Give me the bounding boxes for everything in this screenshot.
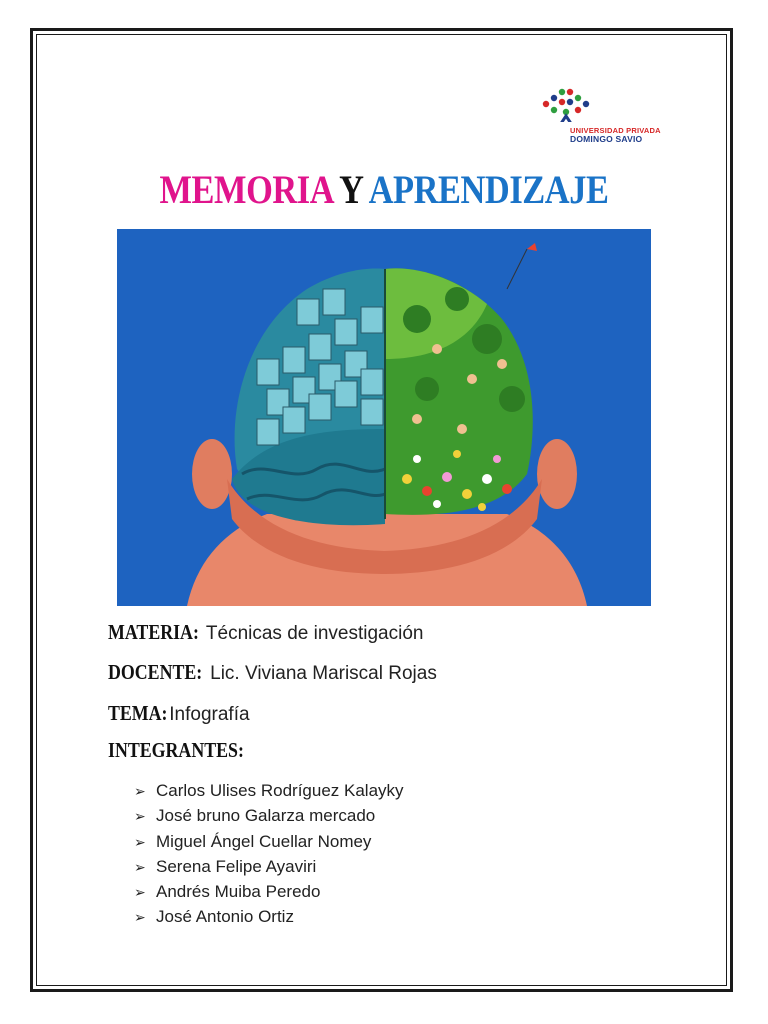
brain-left-right-illustration-icon (117, 229, 651, 606)
title-part1: MEMORIA (159, 167, 333, 212)
title-part3: APRENDIZAJE (368, 167, 609, 212)
arrow-bullet-icon: ➢ (134, 808, 146, 825)
member-name: José bruno Galarza mercado (156, 806, 376, 826)
arrow-bullet-icon: ➢ (134, 783, 146, 799)
arrow-bullet-icon: ➢ (134, 909, 146, 926)
member-name: José Antonio Ortiz (156, 907, 294, 927)
list-item (134, 906, 404, 931)
list-item (134, 805, 404, 830)
members-list (134, 780, 404, 932)
tema-row (108, 701, 250, 726)
docente-row (108, 660, 437, 685)
materia-row (108, 620, 423, 645)
integrantes-heading: INTEGRANTES: (108, 738, 244, 762)
member-name: Andrés Muiba Peredo (156, 882, 321, 902)
docente-label: DOCENTE: (108, 660, 203, 684)
list-item (134, 856, 404, 881)
member-name: Carlos Ulises Rodríguez Kalayky (156, 781, 404, 800)
docente-value: Lic. Viviana Mariscal Rojas (210, 663, 437, 684)
title-part2: Y (339, 167, 363, 212)
university-logo (536, 88, 661, 148)
materia-label: MATERIA: (108, 620, 199, 644)
list-item (134, 831, 404, 856)
arrow-bullet-icon: ➢ (134, 833, 146, 850)
brain-illustration (117, 229, 651, 606)
tema-value: Infografía (169, 704, 250, 725)
list-item (134, 780, 404, 805)
page-title (54, 166, 714, 213)
member-name: Miguel Ángel Cuellar Nomey (156, 831, 372, 851)
logo-dots-icon (536, 88, 594, 122)
arrow-bullet-icon: ➢ (134, 858, 146, 875)
member-name: Serena Felipe Ayaviri (156, 856, 317, 876)
logo-line1: UNIVERSIDAD PRIVADA (570, 126, 661, 135)
list-item (134, 881, 404, 906)
materia-value: Técnicas de investigación (205, 623, 424, 644)
arrow-bullet-icon: ➢ (134, 884, 146, 901)
logo-line2: DOMINGO SAVIO (570, 134, 643, 144)
tema-label: TEMA: (108, 701, 168, 725)
